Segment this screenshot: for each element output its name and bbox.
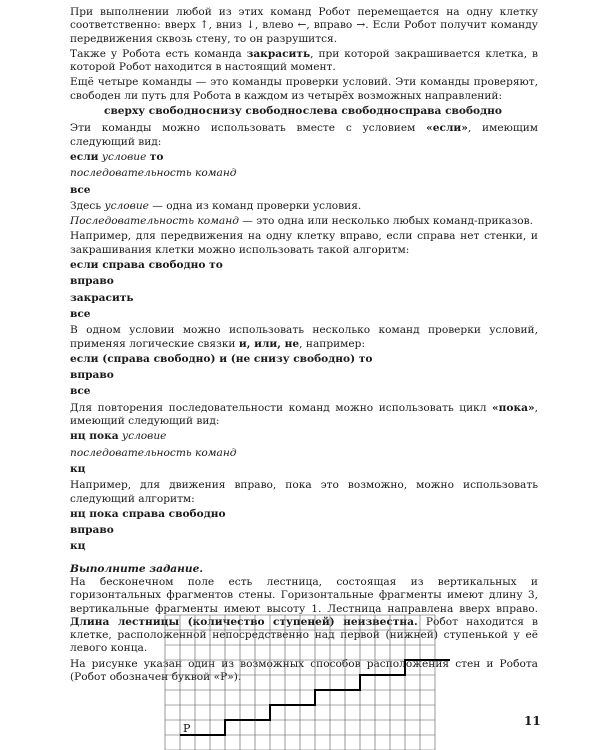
directions-list <box>70 105 538 118</box>
page-number: 11 <box>524 714 541 728</box>
direction-up: сверху свободно <box>104 105 206 118</box>
algo1-line: если справа свободно то <box>70 259 223 272</box>
paragraph-logic-intro: В одном условии можно использовать несколько команд проверки условий, применяя логические связки и, или, не, например: <box>70 324 538 350</box>
loop-syntax-end: кц <box>70 462 86 475</box>
page-content <box>70 6 538 686</box>
grid-lines <box>165 615 435 750</box>
if-syntax-end: все <box>70 183 91 196</box>
paint-keyword: закрасить <box>246 47 311 60</box>
direction-left: слева свободно <box>302 105 399 118</box>
paragraph-example-intro: Например, для передвижения на одну клетку вправо, если справа нет стенки, и закрашивания клетки можно использовать такой алгоритм: <box>70 230 538 256</box>
algo3-line: кц <box>70 540 86 553</box>
algo3-line: вправо <box>70 524 114 537</box>
staircase-grid-figure <box>164 614 436 735</box>
paragraph-condition-def: Здесь условие — одна из команд проверки условия. <box>70 199 362 212</box>
algo1-line: все <box>70 307 91 320</box>
paragraph-task: На бесконечном поле есть лестница, состоящая из вертикальных и горизонтальных фрагментов стены. Горизонтальные фрагменты имеют длину 3, вертикальные фрагменты имеют высоту 1. Лестница направлена вверх вправо. Длина лестницы (количество ступеней) неизвестна. Робот находится в клетке, расположенной непосредственно над первой (нижней) ступенькой у её левого конца. <box>70 575 538 655</box>
task-title: Выполните задание. <box>70 562 204 575</box>
paragraph-if-intro: Эти команды можно использовать вместе с условием «если», имеющим следующий вид: <box>70 122 538 148</box>
loop-syntax-sequence: последовательность команд <box>70 446 237 459</box>
paragraph-condition-commands: Ещё четыре команды — это команды проверки условий. Эти команды проверяют, свободен ли путь для Робота в каждом из четырёх возможных направлений: <box>70 76 538 102</box>
paragraph-loop-example: Например, для движения вправо, пока это возможно, можно использовать следующий алгоритм: <box>70 479 538 505</box>
loop-syntax-line: нц пока условие <box>70 430 167 443</box>
paragraph-loop-intro: Для повторения последовательности команд можно использовать цикл «пока», имеющий следующий вид: <box>70 401 538 428</box>
direction-down: снизу свободно <box>206 105 303 118</box>
robot-label: Р <box>183 722 191 735</box>
paragraph-paint-command: Также у Робота есть команда закрасить, при которой закрашивается клетка, в которой Робот находится в настоящий момент. <box>70 47 538 74</box>
algo2-line: если (справа свободно) и (не снизу свободно) то <box>70 352 373 365</box>
algo1-line: закрасить <box>70 291 134 304</box>
algo1-line: вправо <box>70 275 114 288</box>
direction-right: справа свободно <box>398 105 502 118</box>
paragraph-move-commands: При выполнении любой из этих команд Робот перемещается на одну клетку соответственно: вверх ↑, вниз ↓, влево ←, вправо →. Если Робот получит команду передвижения сквозь стену, то он разрушится. <box>70 6 538 45</box>
paragraph-sequence-def: Последовательность команд — это одна или несколько любых команд-приказов. <box>70 215 533 228</box>
paragraph-figure-note: На рисунке указан один из возможных способов расположения стен и Робота (Робот обозначен буквой «Р»). <box>70 657 538 684</box>
if-syntax-sequence: последовательность команд <box>70 167 237 180</box>
algo2-line: вправо <box>70 369 114 382</box>
if-syntax-line: если условие то <box>70 150 164 163</box>
algo3-line: нц пока справа свободно <box>70 507 226 520</box>
algo2-line: все <box>70 385 91 398</box>
